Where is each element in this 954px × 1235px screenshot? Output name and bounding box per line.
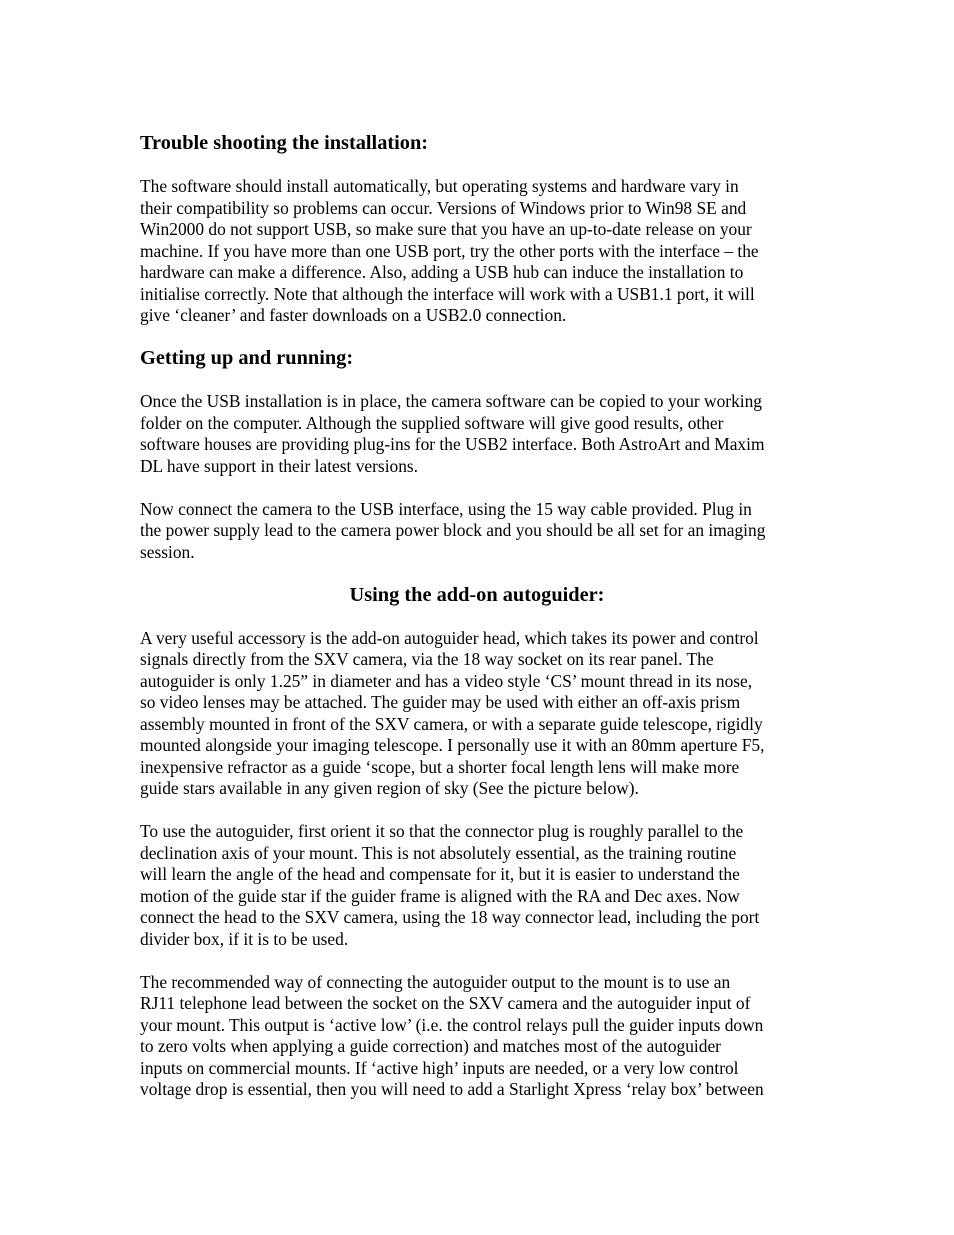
- text-line: guide stars available in any given region of sky (See the picture below).: [140, 778, 639, 798]
- text-line: To use the autoguider, first orient it so that the connector plug is roughly parallel to the: [140, 821, 744, 841]
- section-heading-troubleshooting: Trouble shooting the installation:: [140, 132, 429, 154]
- text-line: assembly mounted in front of the SXV camera, or with a separate guide telescope, rigidly: [140, 713, 763, 734]
- paragraph-autoguider-output: [140, 972, 820, 1101]
- text-line: session.: [140, 541, 195, 562]
- spacer: [140, 155, 820, 177]
- paragraph-connect-camera: [140, 499, 820, 564]
- text-line: hardware can make a difference. Also, adding a USB hub can induce the installation to: [140, 262, 744, 282]
- text-line: inexpensive refractor as a guide ‘scope, but a shorter focal length lens will make more: [140, 756, 740, 777]
- section-heading-autoguider: Using the add-on autoguider:: [349, 583, 605, 606]
- spacer: [140, 800, 820, 822]
- text-line: connect the head to the SXV camera, using the 18 way connector lead, including the port: [140, 907, 760, 927]
- spacer: [140, 327, 820, 349]
- text-line: The software should install automatically, but operating systems and hardware vary in: [140, 176, 739, 196]
- text-line: RJ11 telephone lead between the socket on the SXV camera and the autoguider input of: [140, 993, 751, 1013]
- text-line: folder on the computer. Although the supplied software will give good results, other: [140, 412, 724, 433]
- text-line: mounted alongside your imaging telescope. I personally use it with an 80mm aperture F5,: [140, 735, 765, 755]
- text-line: your mount. This output is ‘active low’ (i.e. the control relays pull the guider inputs down: [140, 1014, 764, 1035]
- text-line: the power supply lead to the camera power block and you should be all set for an imaging: [140, 520, 766, 540]
- text-line: A very useful accessory is the add-on autoguider head, which takes its power and control: [140, 627, 759, 648]
- spacer: [140, 563, 820, 585]
- text-line: will learn the angle of the head and compensate for it, but it is easier to understand the: [140, 864, 740, 884]
- text-line: voltage drop is essential, then you will need to add a Starlight Xpress ‘relay box’ between: [140, 1079, 764, 1099]
- text-line: to zero volts when applying a guide correction) and matches most of the autoguider: [140, 1036, 721, 1056]
- spacer: [140, 950, 820, 972]
- text-line: divider box, if it is to be used.: [140, 928, 349, 949]
- spacer: [140, 477, 820, 499]
- text-line: autoguider is only 1.25” in diameter and has a video style ‘CS’ mount thread in its nose,: [140, 670, 753, 691]
- text-line: their compatibility so problems can occur. Versions of Windows prior to Win98 SE and: [140, 197, 747, 218]
- text-line: motion of the guide star if the guider frame is aligned with the RA and Dec axes. Now: [140, 885, 740, 906]
- text-line: declination axis of your mount. This is not absolutely essential, as the training routine: [140, 842, 737, 863]
- section-heading-getting-up: Getting up and running:: [140, 347, 354, 369]
- text-line: machine. If you have more than one USB port, try the other ports with the interface – the: [140, 240, 759, 261]
- text-line: Once the USB installation is in place, the camera software can be copied to your working: [140, 391, 763, 411]
- spacer: [140, 606, 820, 628]
- text-line: DL have support in their latest versions.: [140, 455, 419, 476]
- text-line: The recommended way of connecting the autoguider output to the mount is to use an: [140, 971, 731, 992]
- paragraph-autoguider-accessory: [140, 628, 820, 800]
- text-line: inputs on commercial mounts. If ‘active high’ inputs are needed, or a very low control: [140, 1057, 739, 1078]
- text-line: signals directly from the SXV camera, via the 18 way socket on its rear panel. The: [140, 649, 714, 669]
- text-line: initialise correctly. Note that although the interface will work with a USB1.1 port, it will: [140, 283, 755, 304]
- paragraph-software-copy: [140, 391, 820, 477]
- paragraph-autoguider-orient: [140, 821, 820, 950]
- text-line: software houses are providing plug-ins for the USB2 interface. Both AstroArt and Maxim: [140, 434, 765, 454]
- spacer: [140, 370, 820, 392]
- text-line: give ‘cleaner’ and faster downloads on a USB2.0 connection.: [140, 305, 567, 325]
- text-line: so video lenses may be attached. The guider may be used with either an off-axis prism: [140, 692, 741, 712]
- paragraph-troubleshooting: [140, 176, 820, 327]
- text-line: Now connect the camera to the USB interface, using the 15 way cable provided. Plug in: [140, 498, 752, 519]
- document-body: [140, 133, 820, 1101]
- text-line: Win2000 do not support USB, so make sure that you have an up-to-date release on your: [140, 219, 752, 239]
